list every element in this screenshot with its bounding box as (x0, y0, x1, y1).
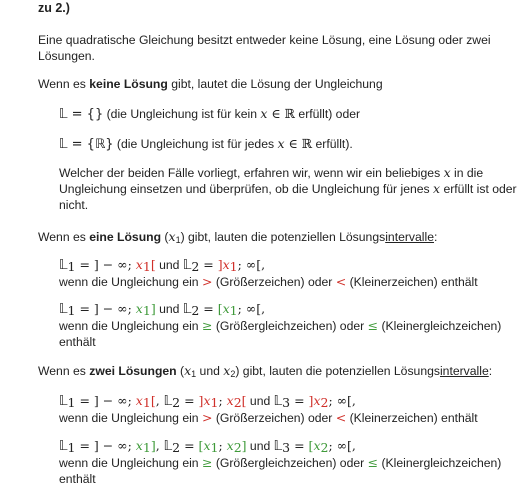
two-solutions-heading: Wenn es zwei Lösungen ($x_1$ und $x_2$) gibt, lauten die potenziellen Lösungsintervalle: (38, 363, 493, 379)
one-solution-case-nonstrict: 𝕃$_1$ = ] − ∞; $x_1$] und 𝕃$_2$ = [$x_1$; ∞[, wenn die Ungleichung ein ≥ (Größergleichzeichen) oder ≤ (Kleinergleichzeichen) enthält (59, 301, 502, 349)
section-title: zu 2.) (38, 1, 70, 15)
no-solution-heading: Wenn es keine Lösung gibt, lautet die Lösung der Ungleichung (38, 77, 383, 91)
two-solutions-case-strict: 𝕃$_1$ = ] − ∞; $x_1$[, 𝕃$_2$ = ]$x_1$; $x_2$[ und 𝕃$_3$ = ]$x_2$; ∞[, wenn die Ungleichung ein > (Größerzeichen) oder < (Kleinerzeichen) enthält (59, 393, 478, 425)
intro-paragraph: Eine quadratische Gleichung besitzt entweder keine Lösung, eine Lösung oder zwei Lösungen. (38, 33, 491, 63)
one-solution-heading: Wenn es eine Lösung $(x_1)$ gibt, lauten die potenziellen Lösungsintervalle: (38, 229, 438, 245)
two-solutions-case-nonstrict: 𝕃$_1$ = ] − ∞; $x_1$], 𝕃$_2$ = [$x_1$; $x_2$] und 𝕃$_3$ = [$x_2$; ∞[, wenn die Ungleichung ein ≥ (Größergleichzeichen) oder ≤ (Kleinergleichzeichen) enthält (59, 438, 502, 486)
empty-set-case: 𝕃 = {} (die Ungleichung ist für kein x ∈ ℝ erfüllt) oder (59, 106, 361, 122)
no-solution-note: Welcher der beiden Fälle vorliegt, erfahren wir, wenn wir ein beliebiges x in die Ungleichung einsetzen und überprüfen, ob die Ungleichung für jenes x erfüllt ist oder nicht. (59, 165, 517, 212)
one-solution-case-strict: 𝕃$_1$ = ] − ∞; $x_1$[ und 𝕃$_2$ = ]$x_1$; ∞[, wenn die Ungleichung ein > (Größerzeichen) oder < (Kleinerzeichen) enthält (59, 257, 478, 289)
all-reals-case: 𝕃 = {ℝ} (die Ungleichung ist für jedes x ∈ ℝ erfüllt). (59, 136, 353, 152)
